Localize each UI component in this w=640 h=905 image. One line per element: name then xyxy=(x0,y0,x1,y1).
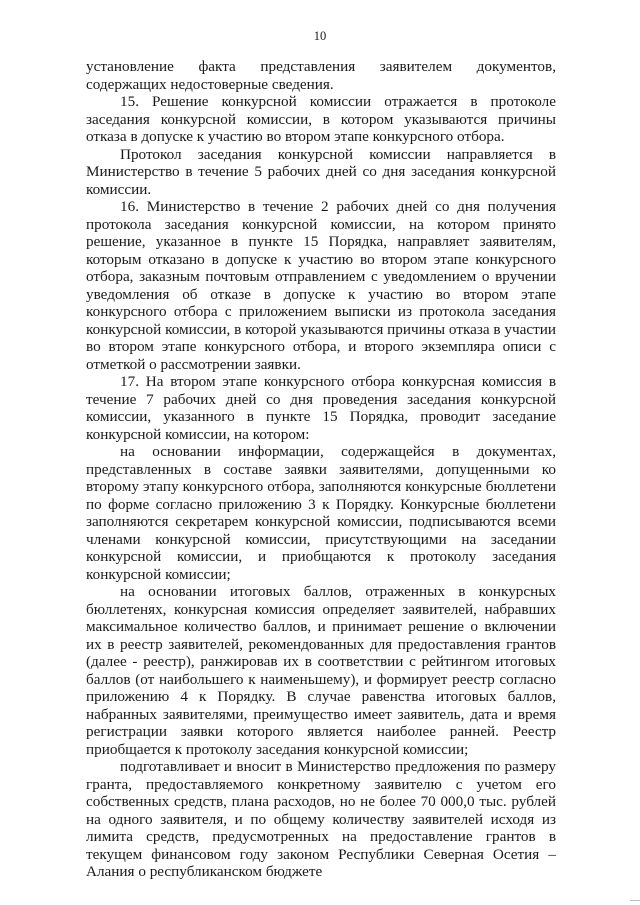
document-body xyxy=(86,58,556,881)
paragraph-item-15: 15. Решение конкурсной комиссии отражается в протоколе заседания конкурсной комиссии, в котором указываются причины отказа в допуске к участию во втором этапе конкурсного отбора. xyxy=(86,93,556,145)
paragraph-item-16: 16. Министерство в течение 2 рабочих дней со дня получения протокола заседания конкурсной комиссии, на котором принято решение, указанное в пункте 15 Порядка, направляет заявителям, которым отказано в допуске к участию во втором этапе конкурсного отбора, заказным почтовым отправлением с уведомлением о вручении уведомления об отказе в допуске к участию во втором этапе конкурсного отбора с приложением выписки из протокола заседания конкурсной комиссии, в которой указываются причины отказа в участии во втором этапе конкурсного отбора, и второго экземпляра описи с отметкой о рассмотрении заявки. xyxy=(86,198,556,373)
paragraph-item-17: 17. На втором этапе конкурсного отбора конкурсная комиссия в течение 7 рабочих дней со дня проведения заседания конкурсной комиссии, указанного в пункте 15 Порядка, проводит заседание конкурсной комиссии, на котором: xyxy=(86,373,556,443)
paragraph-bulletins: на основании информации, содержащейся в документах, представленных в составе заявки заявителями, допущенными ко второму этапу конкурсного отбора, заполняются конкурсные бюллетени по форме согласно приложению 3 к Порядку. Конкурсные бюллетени заполняются секретарем конкурсной комиссии, подписываются всеми членами конкурсной комиссии, присутствующими на заседании конкурсной комиссии, и приобщаются к протоколу заседания конкурсной комиссии; xyxy=(86,443,556,583)
paragraph-protocol: Протокол заседания конкурсной комиссии направляется в Министерство в течение 5 рабочих дней со дня заседания конкурсной комиссии. xyxy=(86,145,556,198)
paragraph-grant-proposal: подготавливает и вносит в Министерство предложения по размеру гранта, предоставляемого конкретному заявителю с учетом его собственных средств, плана расходов, но не более 70 000,0 тыс. рублей на одного заявителя, и по общему количеству заявителей исходя из лимита средств, предусмотренных на предоставление грантов в текущем финансовом году законом Республики Северная Осетия – Алания о республиканском бюджете xyxy=(86,758,556,880)
paragraph-registry: на основании итоговых баллов, отраженных в конкурсных бюллетенях, конкурсная комиссия определяет заявителей, набравших максимальное количество баллов, и принимает решение о включении их в реестр заявителей, рекомендованных для предоставления грантов (далее - реестр), ранжировав их в соответствии с рейтингом итоговых баллов (от наибольшего к наименьшему), и формирует реестр согласно приложению 4 к Порядку. В случае равенства итоговых баллов, набранных заявителями, преимущество имеет заявитель, дата и время регистрации заявки которого является наиболее ранней. Реестр приобщается к протоколу заседания конкурсной комиссии; xyxy=(86,583,556,758)
scan-edge-mark xyxy=(630,900,640,901)
page-number: 10 xyxy=(313,29,327,43)
paragraph-continuation: установление факта представления заявителем документов, содержащих недостоверные сведения. xyxy=(86,58,556,93)
